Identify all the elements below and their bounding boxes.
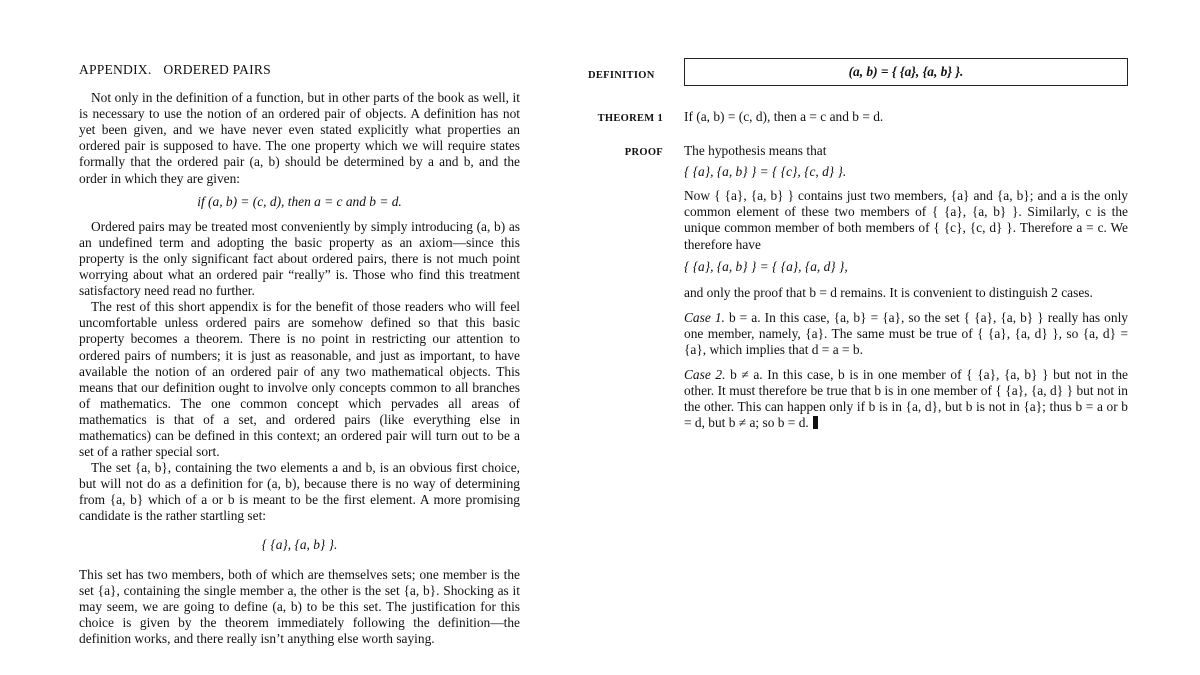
- proof-label: PROOF: [624, 147, 663, 159]
- proof-equation-2: { {a}, {a, b} } = { {a}, {a, d} },: [684, 258, 848, 274]
- right-page: [588, 58, 1128, 432]
- appendix-heading: [79, 62, 520, 78]
- case-1: [684, 310, 1128, 358]
- case-1-text: b = a. In this case, {a, b} = {a}, so the set { {a}, {a, b} } really has only one member, namely, {a}. The same must be true of { {a}, {a, d} }, so {a, d} = {a}, which implies that d = a = b.: [684, 309, 1128, 358]
- definition-box: (a, b) = { {a}, {a, b} }.: [684, 58, 1128, 86]
- definition-label: DEFINITION: [588, 70, 655, 81]
- theorem-text: If (a, b) = (c, d), then a = c and b = d.: [684, 109, 884, 124]
- heading-title: ORDERED PAIRS: [163, 62, 271, 77]
- proof-paragraph-2: and only the proof that b = d remains. It is convenient to distinguish 2 cases.: [684, 284, 1093, 300]
- paragraph-2: Ordered pairs may be treated most conveniently by simply introducing (a, b) as an undefined term and adopting the basic property as an axiom—since this property is the only significant fact about ordered pairs, there is not much point worrying about what an ordered pair “really” is. Those who find this treatment satisfactory need read no further.: [79, 218, 520, 299]
- case-2-text: b ≠ a. In this case, b is in one member of { {a}, {a, b} } but not in the other. It must therefore be true that b is in one member of { {a}, {a, d} } but not in the other. This can happen only if b is in {a, d}, but b is not in {a}; thus b = a or b = d, but b ≠ a; so b = d.: [684, 367, 1128, 431]
- proof-paragraph-1: Now { {a}, {a, b} } contains just two members, {a} and {a, b}; and a is the only common element of these two members of { {a}, {a, b} }. Similarly, c is the unique common member of both members of { {c}, {c, d} }. Therefore a = c. We therefore have: [684, 188, 1128, 252]
- qed-tombstone-icon: [813, 416, 818, 429]
- candidate-set-equation: { {a}, {a, b} }.: [261, 536, 338, 552]
- proof-row: [588, 143, 1128, 159]
- case-1-title: Case 1.: [684, 309, 725, 325]
- paragraph-3: The rest of this short appendix is for the benefit of those readers who will feel uncomfortable unless ordered pairs are somehow defined so that this basic property becomes a theorem. There is no point in restricting our attention to ordered pairs of numbers; it is just as reasonable, and just as important, to have available the notion of an ordered pair of any two mathematical objects. This means that our definition ought to involve only concepts common to all branches of mathematics. The one common concept which pervades all areas of mathematics is that of a set, and ordered pairs (like everything else in mathematics) can be defined in this context; an ordered pair will turn out to be a set of a rather special sort.: [79, 299, 520, 460]
- paragraph-5: This set has two members, both of which are themselves sets; one member is the set {a}, containing the single member a, the other is the set {a, b}. Shocking as it may seem, we are going to define (a, b) to be this set. The justification for this choice is given by the theorem immediately following the definition—the definition works, and there really isn’t anything else worth saying.: [79, 566, 520, 646]
- proof-intro: The hypothesis means that: [684, 143, 827, 159]
- definition-row: [588, 58, 1128, 94]
- basic-property-equation: if (a, b) = (c, d), then a = c and b = d.: [197, 193, 402, 209]
- case-2: [684, 367, 1128, 431]
- left-page: [79, 62, 520, 647]
- paragraph-1: Not only in the definition of a function, but in other parts of the book as well, it is necessary to use the notion of an ordered pair of objects. A definition has not yet been given, and we have never even stated explicitly what properties an ordered pair is supposed to have. The one property which we will require states formally that the ordered pair (a, b) should be determined by a and b, and the order in which they are given:: [79, 90, 520, 186]
- paragraph-4: The set {a, b}, containing the two elements a and b, is an obvious first choice, but will not do as a definition for (a, b), because there is no way of determining from {a, b} which of a or b is meant to be the first element. A more promising candidate is the rather startling set:: [79, 460, 520, 524]
- heading-appendix: APPENDIX.: [79, 62, 152, 77]
- proof-equation-1: { {a}, {a, b} } = { {c}, {c, d} }.: [684, 164, 847, 180]
- case-2-title: Case 2.: [684, 367, 726, 383]
- theorem-label: THEOREM 1: [597, 113, 663, 124]
- theorem-row: [588, 109, 1128, 125]
